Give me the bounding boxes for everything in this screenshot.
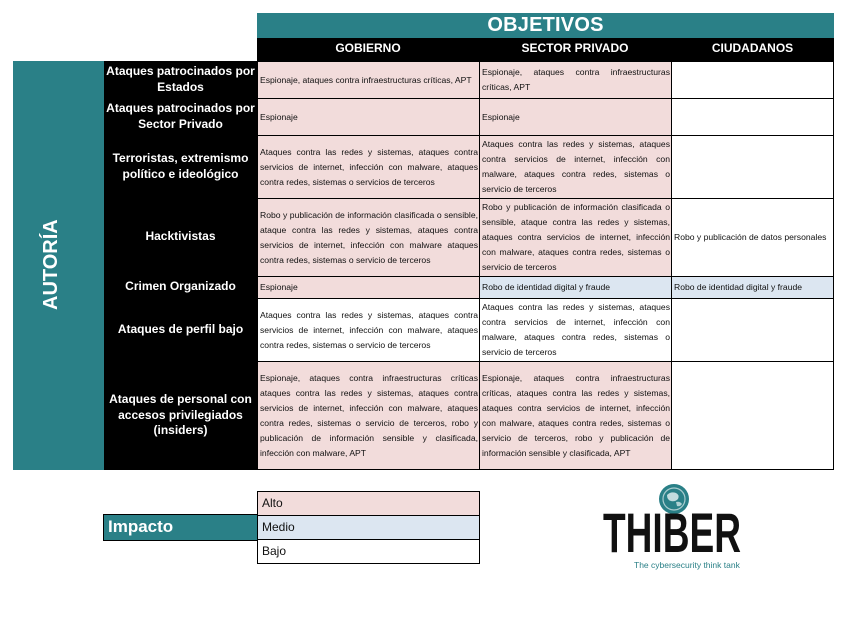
- cell-insiders-ciudadanos: [671, 361, 834, 470]
- cell-estados-ciudadanos: [671, 61, 834, 99]
- cell-crimen-sector-privado: Robo de identidad digital y fraude: [479, 276, 672, 299]
- row-label-crimen-organizado: Crimen Organizado: [125, 279, 236, 294]
- cell-insiders-sector-privado: Espionaje, ataques contra infraestructuras críticas, ataques contra las redes y sistemas, ataques contra servicios de internet, infección con malware, ataques contra redes, sistemas o servicio de terceros, robo y publicación de información sensible y clasificada, APT: [479, 361, 672, 470]
- cell-hacktivistas-sector-privado: Robo y publicación de información clasificada o sensible, ataque contra las redes y sistemas, ataques contra servicios de internet, infección con malware, ataques contra redes, sistemas o servicio de terceros: [479, 198, 672, 277]
- cell-insiders-gobierno: Espionaje, ataques contra infraestructuras críticas ataques contra las redes y sistemas, ataques contra servicios de internet, infección con malware, ataques contra redes, sistemas o servicio de terceros, robo y publicación de información sensible y clasificada, infección con malware, APT: [257, 361, 480, 470]
- cell-terroristas-ciudadanos: [671, 135, 834, 199]
- thiber-logo: [600, 496, 745, 560]
- column-header-ciudadanos: CIUDADANOS: [671, 38, 834, 61]
- autoria-label: AUTORÍA: [40, 219, 62, 310]
- row-label-estados: Ataques patrocinados por Estados: [106, 63, 255, 94]
- legend-title: Impacto: [103, 514, 258, 541]
- cell-estados-sector-privado: Espionaje, ataques contra infraestructuras críticas, APT: [479, 61, 672, 99]
- row-label-hacktivistas: Hacktivistas: [145, 229, 216, 244]
- cell-terroristas-gobierno: Ataques contra las redes y sistemas, ataques contra servicios de internet, infección con malware, ataques contra redes, sistemas o servicios de terceros: [257, 135, 480, 199]
- row-label-terroristas: Terroristas, extremismo político e ideológico: [112, 150, 249, 181]
- row-label-insiders: Ataques de personal con accesos privilegiados (insiders): [109, 392, 252, 438]
- row-label-sector-privado: Ataques patrocinados por Sector Privado: [106, 100, 255, 131]
- legend-alto: Alto: [257, 491, 480, 516]
- cell-perfil-bajo-gobierno: Ataques contra las redes y sistemas, ataques contra servicios de internet, infección con malware, ataques contra redes, sistemas o servicio de terceros: [257, 298, 480, 362]
- cell-crimen-ciudadanos: Robo de identidad digital y fraude: [671, 276, 834, 299]
- cell-hacktivistas-ciudadanos: Robo y publicación de datos personales: [671, 198, 834, 277]
- column-header-gobierno: GOBIERNO: [257, 38, 479, 61]
- column-header-sector-privado: SECTOR PRIVADO: [479, 38, 671, 61]
- cell-terroristas-sector-privado: Ataques contra las redes y sistemas, ataques contra servicios de internet, infección con malware, ataques contra redes, sistemas o servicio de terceros: [479, 135, 672, 199]
- thiber-logo-text: THIBER: [603, 501, 741, 560]
- cell-estados-gobierno: Espionaje, ataques contra infraestructuras críticas, APT: [257, 61, 480, 99]
- cell-perfil-bajo-sector-privado: Ataques contra las redes y sistemas, ataques contra servicios de internet, infección con malware, ataques contra redes, sistemas o servicio de terceros: [479, 298, 672, 362]
- legend-medio: Medio: [257, 515, 480, 540]
- cell-sector-privado-ciudadanos: [671, 98, 834, 136]
- cell-crimen-gobierno: Espionaje: [257, 276, 480, 299]
- cell-sector-privado-gobierno: Espionaje: [257, 98, 480, 136]
- cell-sector-privado-sector-privado: Espionaje: [479, 98, 672, 136]
- thiber-tagline: The cybersecurity think tank: [634, 560, 740, 570]
- row-label-perfil-bajo: Ataques de perfil bajo: [117, 321, 244, 336]
- legend-bajo: Bajo: [257, 539, 480, 564]
- objetivos-header: OBJETIVOS: [257, 13, 834, 38]
- cell-perfil-bajo-ciudadanos: [671, 298, 834, 362]
- cell-hacktivistas-gobierno: Robo y publicación de información clasificada o sensible, ataque contra las redes y sistemas, ataques contra servicios de internet, infección con malware ataques contra redes, sistemas o servicio de terceros: [257, 198, 480, 277]
